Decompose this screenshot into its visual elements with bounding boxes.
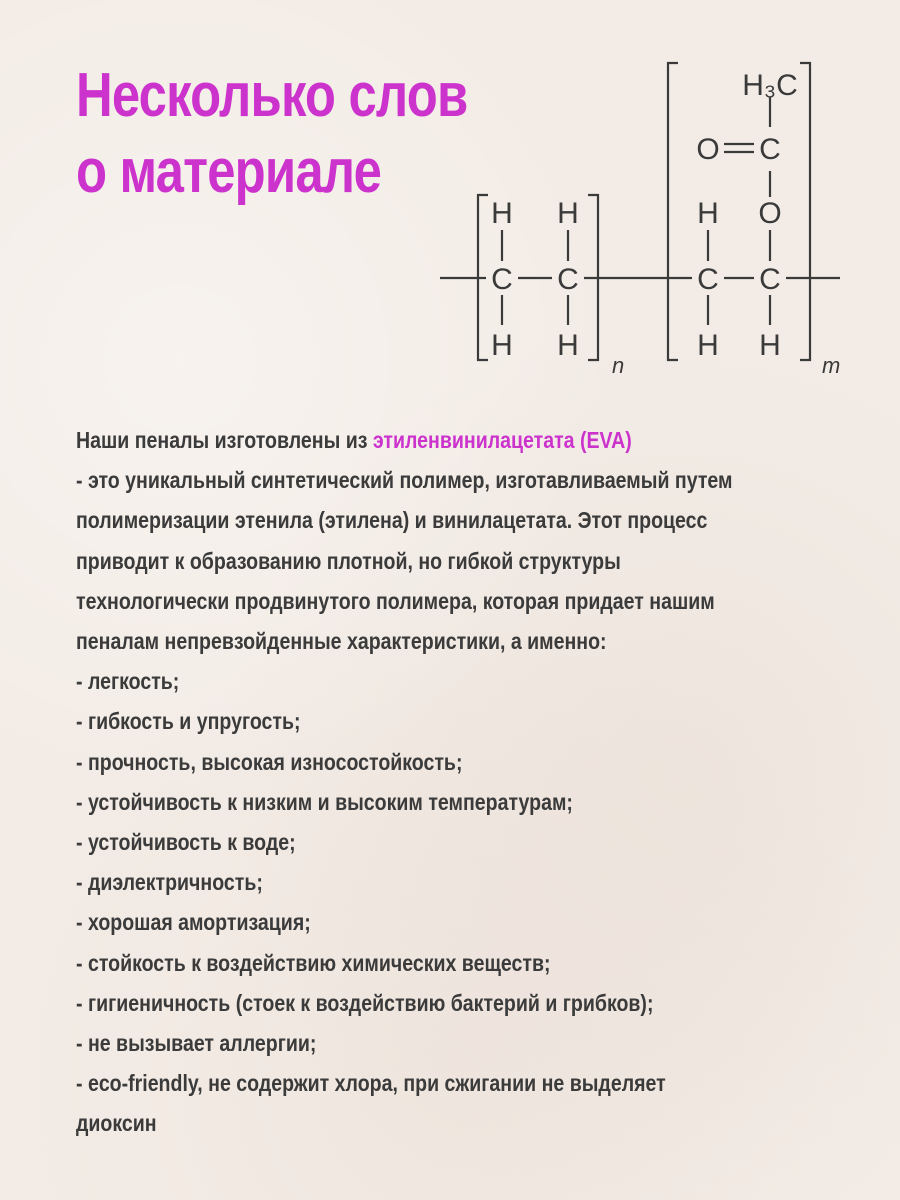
description-line: - хорошая амортизация; <box>76 909 311 936</box>
o-double-label: O <box>696 133 720 166</box>
c-chain-3: C <box>697 263 719 296</box>
eva-highlight: этиленвинилацетата (EVA) <box>372 427 632 453</box>
description-line: пеналам непревзойденные характеристики, а именно: <box>76 628 607 655</box>
description-line: - это уникальный синтетический полимер, изготавливаемый путем <box>76 467 733 494</box>
subscript-m: m <box>822 353 841 378</box>
description-line: - прочность, высокая износостойкость; <box>76 748 463 775</box>
description-line: полимеризации этенила (этилена) и винилацетата. Этот процесс <box>76 507 708 534</box>
description-line: - гибкость и упругость; <box>76 708 301 735</box>
page-title <box>76 58 468 209</box>
intro-prefix: Наши пеналы изготовлены из <box>76 427 373 453</box>
h-bottom-2: H <box>557 329 579 362</box>
h-top-2: H <box>557 197 579 230</box>
description-line: - устойчивость к воде; <box>76 829 296 856</box>
description-line: - устойчивость к низким и высоким температурам; <box>76 788 573 815</box>
description-lines <box>76 460 748 1143</box>
description-line: диоксин <box>76 1110 157 1137</box>
description-line: - не вызывает аллергии; <box>76 1030 317 1057</box>
c-carbonyl-label: C <box>759 133 781 166</box>
c-chain-2: C <box>557 263 579 296</box>
c-chain-4: C <box>759 263 781 296</box>
description-line: - eco-friendly, не содержит хлора, при сжигании не выделяет <box>76 1070 666 1097</box>
material-description <box>76 420 748 1144</box>
h-bottom-3: H <box>697 329 719 362</box>
eva-structural-formula <box>440 55 860 385</box>
h-bottom-1: H <box>491 329 513 362</box>
description-line: - гигиеничность (стоек к воздействию бактерий и грибков); <box>76 989 654 1016</box>
intro-line <box>76 420 867 460</box>
description-line: приводит к образованию плотной, но гибкой структуры <box>76 547 621 574</box>
h3c-label: H₃C <box>742 69 798 102</box>
subscript-n: n <box>612 353 625 378</box>
title-line-1: Несколько слов <box>76 61 468 130</box>
description-line: - диэлектричность; <box>76 869 263 896</box>
description-line: - стойкость к воздействию химических веществ; <box>76 949 551 976</box>
title-line-2: о материале <box>76 136 382 206</box>
description-line: - легкость; <box>76 668 180 695</box>
h-top-3: H <box>697 197 719 230</box>
h-top-1: H <box>491 197 513 230</box>
description-line: технологически продвинутого полимера, которая придает нашим <box>76 587 715 614</box>
o-ester-label: O <box>758 197 782 230</box>
h-bottom-4: H <box>759 329 781 362</box>
c-chain-1: C <box>491 263 513 296</box>
